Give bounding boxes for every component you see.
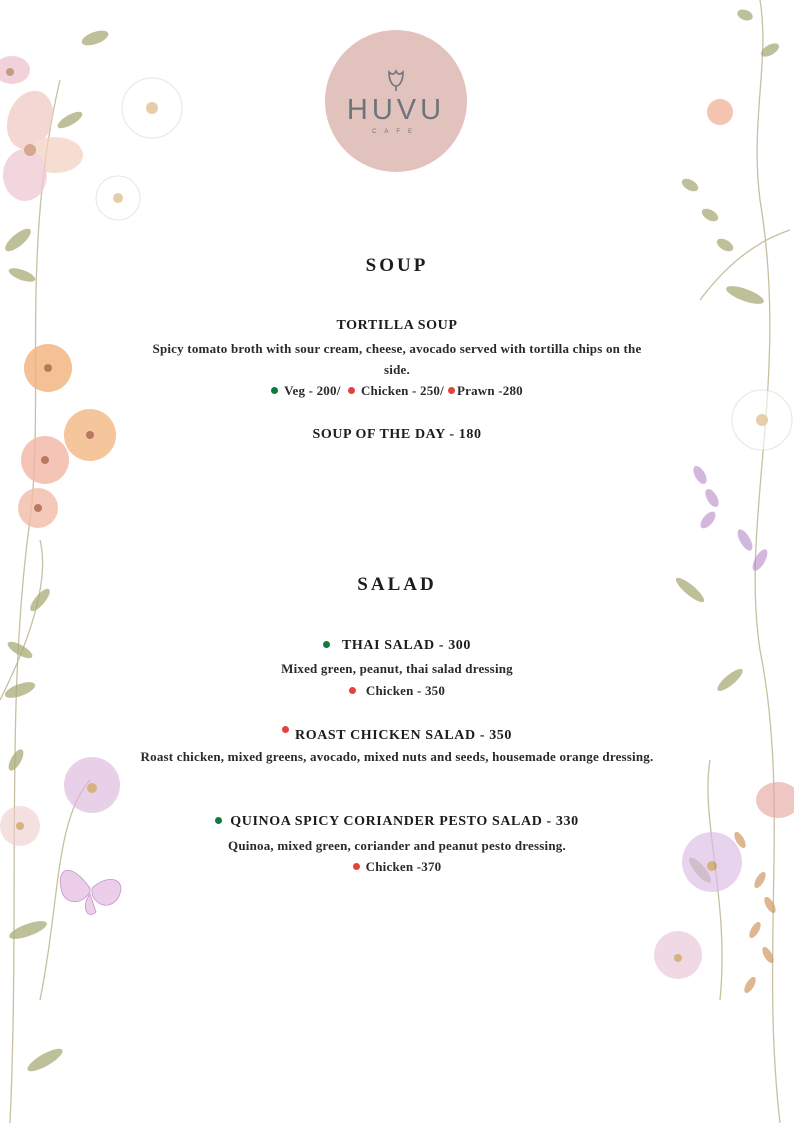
thai-salad-chicken-price: Chicken - 350 xyxy=(365,683,446,698)
roast-chicken-salad-title xyxy=(120,726,674,744)
tortilla-soup-description: Spicy tomato broth with sour cream, cheese, avocado served with tortilla chips on the side. xyxy=(152,341,642,377)
thai-salad-title xyxy=(120,638,674,654)
price-prawn: Prawn -280 xyxy=(456,383,523,398)
soup-of-the-day: SOUP OF THE DAY - 180 xyxy=(312,427,482,442)
quinoa-salad-title xyxy=(120,814,674,830)
nonveg-indicator-icon xyxy=(349,687,356,694)
veg-indicator-icon xyxy=(215,817,222,824)
quinoa-salad-chicken-option xyxy=(120,856,674,877)
veg-indicator-icon xyxy=(323,641,330,648)
logo-subtitle: CAFE xyxy=(371,129,420,135)
cafe-logo xyxy=(325,30,467,172)
nonveg-indicator-icon xyxy=(282,726,289,733)
quinoa-salad-chicken-price: Chicken -370 xyxy=(365,859,442,874)
quinoa-salad-description: Quinoa, mixed green, coriander and peanut pesto dressing. xyxy=(228,838,566,853)
tulip-icon xyxy=(385,68,407,92)
soup-section-title: SOUP xyxy=(365,255,429,276)
thai-salad-description: Mixed green, peanut, thai salad dressing xyxy=(281,661,513,676)
roast-chicken-salad-name: ROAST CHICKEN SALAD - 350 xyxy=(295,728,512,743)
nonveg-indicator-icon xyxy=(353,863,360,870)
price-veg: Veg - 200/ xyxy=(284,383,341,398)
veg-indicator-icon xyxy=(271,387,278,394)
nonveg-indicator-icon xyxy=(348,387,355,394)
quinoa-salad-name: QUINOA SPICY CORIANDER PESTO SALAD - 330 xyxy=(230,814,579,829)
price-chicken: Chicken - 250/ xyxy=(360,383,444,398)
tortilla-soup-prices xyxy=(120,380,674,401)
roast-chicken-salad-description: Roast chicken, mixed greens, avocado, mixed nuts and seeds, housemade orange dressing. xyxy=(140,749,654,764)
nonveg-indicator-icon xyxy=(448,387,455,394)
thai-salad-name: THAI SALAD - 300 xyxy=(341,638,471,653)
salad-section-title: SALAD xyxy=(357,574,437,595)
logo-brand-name: HUVU xyxy=(346,94,446,126)
thai-salad-chicken-option xyxy=(120,680,674,701)
tortilla-soup-title: TORTILLA SOUP xyxy=(336,318,458,333)
